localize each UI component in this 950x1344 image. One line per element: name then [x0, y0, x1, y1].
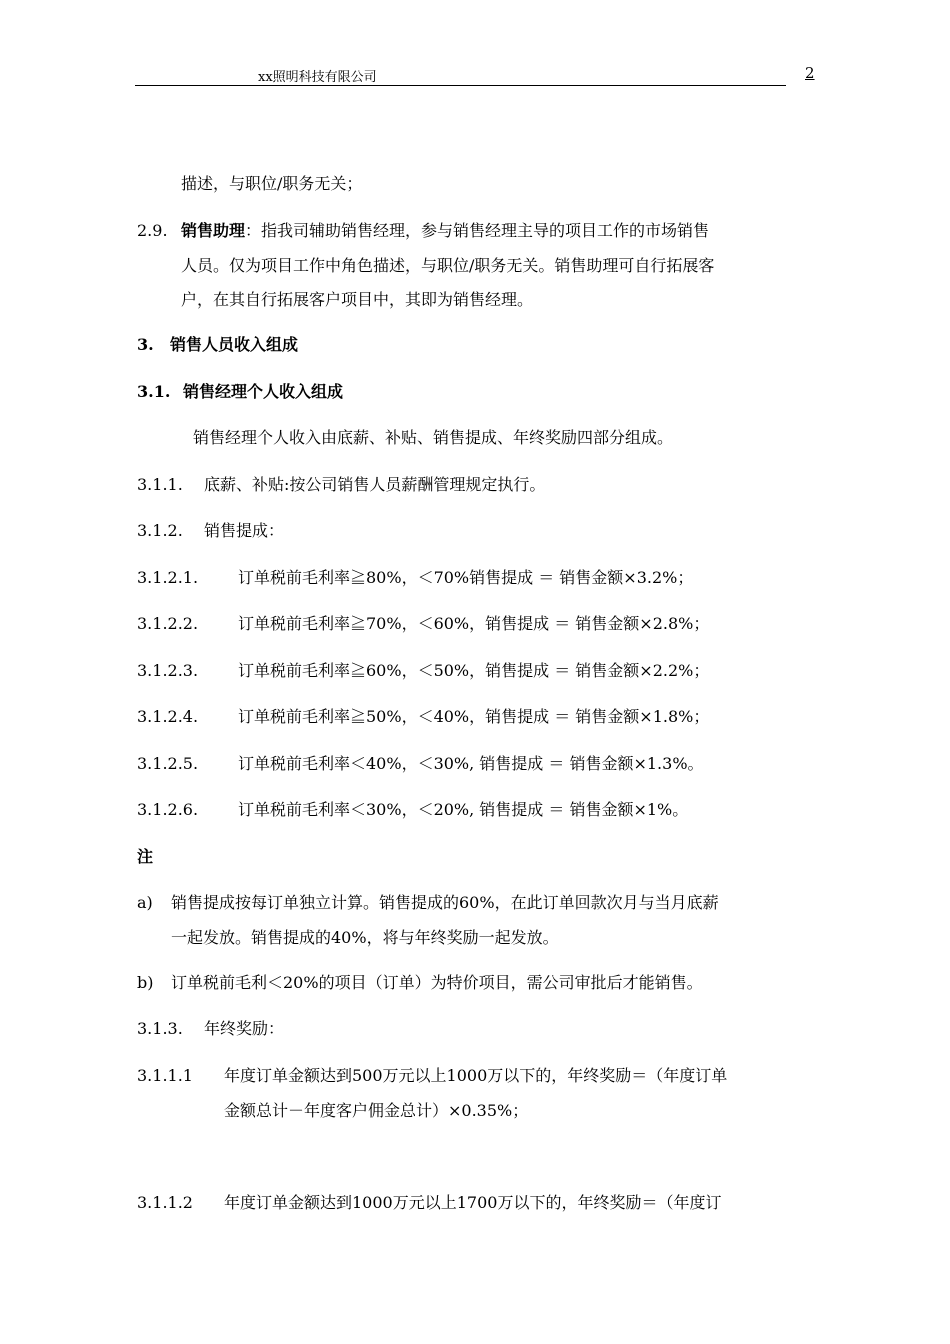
commission-rule: 订单税前毛利率≧50%，＜40%，销售提成 ＝ 销售金额×1.8%； — [238, 707, 710, 726]
note-text: 订单税前毛利＜20%的项目（订单）为特价项目，需公司审批后才能销售。 — [171, 973, 703, 992]
bonus-rule: 年度订单金额达到1000万元以上1700万以下的，年终奖励＝（年度订 — [224, 1193, 722, 1212]
commission-rule: 订单税前毛利率＜30%，＜20%, 销售提成 ＝ 销售金额×1%。 — [238, 800, 689, 819]
section-number: 3. — [137, 335, 154, 354]
bonus-rule: 金额总计－年度客户佣金总计）×0.35%； — [224, 1101, 529, 1120]
note-label: a) — [137, 893, 153, 912]
item-number: 3.1.2. — [137, 521, 183, 540]
note-text: 一起发放。销售提成的40%，将与年终奖励一起发放。 — [171, 928, 559, 947]
item-number: 3.1.1.1 — [137, 1066, 193, 1085]
section-heading: 销售人员收入组成 — [170, 335, 299, 354]
header-company: xx照明科技有限公司 — [258, 70, 377, 85]
paragraph-line: 描述，与职位/职务无关； — [181, 174, 363, 193]
note-label: b) — [137, 973, 154, 992]
paragraph-line: 人员。仅为项目工作中角色描述，与职位/职务无关。销售助理可自行拓展客 — [181, 256, 715, 275]
item-number: 3.1.2.3. — [137, 661, 199, 680]
item-text: 销售提成： — [204, 521, 285, 540]
item-text: 底薪、补贴:按公司销售人员薪酬管理规定执行。 — [204, 475, 546, 494]
definition-line — [181, 221, 709, 241]
item-number: 3.1.2.6. — [137, 800, 199, 819]
definition-text: ：指我司辅助销售经理，参与销售经理主导的项目工作的市场销售 — [245, 221, 710, 240]
item-number: 3.1.2.2. — [137, 614, 199, 633]
item-text: 年终奖励： — [204, 1019, 285, 1038]
section-number: 3.1. — [137, 382, 171, 401]
commission-rule: 订单税前毛利率＜40%，＜30%, 销售提成 ＝ 销售金额×1.3%。 — [238, 754, 704, 773]
bonus-rule: 年度订单金额达到500万元以上1000万以下的，年终奖励＝（年度订单 — [224, 1066, 728, 1085]
commission-rule: 订单税前毛利率≧70%，＜60%，销售提成 ＝ 销售金额×2.8%； — [238, 614, 710, 633]
item-number: 3.1.1. — [137, 475, 183, 494]
page-number: 2 — [805, 64, 815, 82]
item-number: 3.1.2.4. — [137, 707, 199, 726]
note-text: 销售提成按每订单独立计算。销售提成的60%，在此订单回款次月与当月底薪 — [171, 893, 719, 912]
item-number: 3.1.2.5. — [137, 754, 199, 773]
commission-rule: 订单税前毛利率≧60%，＜50%，销售提成 ＝ 销售金额×2.2%； — [238, 661, 710, 680]
term-sales-assistant: 销售助理 — [181, 221, 246, 240]
item-number: 3.1.3. — [137, 1019, 183, 1038]
paragraph-line: 销售经理个人收入由底薪、补贴、销售提成、年终奖励四部分组成。 — [193, 428, 674, 447]
commission-rule: 订单税前毛利率≧80%，＜70%销售提成 ＝ 销售金额×3.2%； — [238, 568, 694, 587]
header-rule — [135, 85, 786, 86]
note-title: 注 — [137, 847, 154, 866]
section-number: 2.9. — [137, 221, 168, 240]
item-number: 3.1.2.1. — [137, 568, 199, 587]
paragraph-line: 户，在其自行拓展客户项目中，其即为销售经理。 — [181, 290, 534, 309]
item-number: 3.1.1.2 — [137, 1193, 193, 1212]
subsection-heading: 销售经理个人收入组成 — [183, 382, 344, 401]
